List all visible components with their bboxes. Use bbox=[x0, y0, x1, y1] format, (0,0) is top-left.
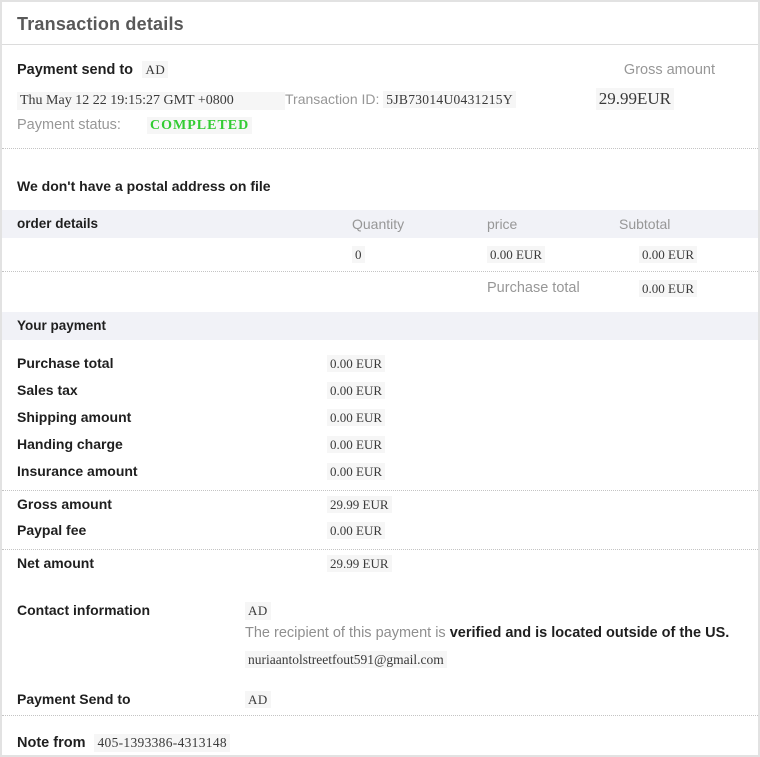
purchase-total-row bbox=[2, 272, 758, 304]
payment-row-value: 0.00 EUR bbox=[327, 522, 385, 539]
payment-row-label: Purchase total bbox=[17, 355, 114, 371]
gross-amount-label: Gross amount bbox=[623, 62, 715, 78]
your-payment-rows bbox=[2, 355, 758, 581]
payment-row-label: Gross amount bbox=[17, 496, 112, 512]
payment-row-label: Shipping amount bbox=[17, 409, 132, 425]
page-header bbox=[2, 2, 758, 45]
payment-send-to bbox=[17, 61, 168, 79]
order-table-header bbox=[2, 210, 758, 238]
col-header-order-details: order details bbox=[17, 216, 99, 231]
note-from-value: 405-1393386-4313148 bbox=[94, 734, 229, 752]
payment-row-value: 29.99 EUR bbox=[327, 496, 392, 513]
payment-row-value: 0.00 EUR bbox=[327, 382, 385, 399]
payment-send-to-section-value: AD bbox=[245, 691, 271, 708]
payment-row-value: 0.00 EUR bbox=[327, 409, 385, 426]
transaction-id-value: 5JB73014U0431215Y bbox=[383, 91, 516, 108]
order-subtotal: 0.00 EUR bbox=[639, 246, 697, 263]
your-payment-header: Your payment bbox=[2, 312, 758, 340]
payment-row-value: 0.00 EUR bbox=[327, 436, 385, 453]
payment-row-value: 0.00 EUR bbox=[327, 463, 385, 480]
payment-row-sales-tax bbox=[2, 382, 758, 409]
payment-status-label: Payment status: bbox=[17, 117, 121, 133]
contact-row bbox=[17, 602, 743, 672]
order-details-table bbox=[2, 210, 758, 304]
transaction-date: Thu May 12 22 19:15:27 GMT +0800 bbox=[17, 92, 285, 110]
transaction-id-label: Transaction ID: bbox=[285, 91, 380, 107]
payment-row-paypal-fee bbox=[2, 522, 758, 549]
note-from-label: Note from bbox=[17, 735, 86, 751]
contact-name: AD bbox=[245, 602, 271, 620]
contact-information-section bbox=[2, 602, 758, 709]
payment-row-label: Handing charge bbox=[17, 436, 123, 452]
order-price: 0.00 EUR bbox=[487, 246, 545, 263]
recipient-verification-text: The recipient of this payment is verified and is located outside of the US. bbox=[245, 625, 730, 641]
col-header-quantity: Quantity bbox=[352, 216, 405, 232]
purchase-total-label: Purchase total bbox=[487, 280, 580, 296]
payment-row-gross-amount bbox=[2, 490, 758, 522]
payment-send-to-value: AD bbox=[142, 61, 168, 78]
page-title: Transaction details bbox=[17, 14, 184, 34]
payment-row-handing-charge bbox=[2, 436, 758, 463]
payment-send-to-label: Payment send to bbox=[17, 62, 134, 78]
summary-row-status bbox=[17, 117, 743, 137]
order-table-row bbox=[2, 238, 758, 272]
payment-send-to-section bbox=[17, 691, 743, 709]
summary-row-transaction bbox=[17, 88, 743, 110]
gross-amount-value: 29.99EUR bbox=[596, 88, 674, 110]
summary-row-recipient bbox=[17, 61, 743, 81]
contact-information-label: Contact information bbox=[17, 602, 150, 618]
payment-send-to-section-label: Payment Send to bbox=[17, 691, 131, 707]
payment-status-value: COMPLETED bbox=[147, 117, 252, 134]
payment-row-value: 0.00 EUR bbox=[327, 355, 385, 372]
order-quantity: 0 bbox=[352, 246, 365, 263]
purchase-total-value: 0.00 EUR bbox=[639, 280, 697, 297]
payment-row-purchase-total bbox=[2, 355, 758, 382]
col-header-subtotal: Subtotal bbox=[619, 216, 671, 232]
payment-row-shipping-amount bbox=[2, 409, 758, 436]
contact-body bbox=[245, 602, 743, 672]
transaction-id-line bbox=[285, 91, 596, 108]
recipient-verification-bold: verified and is located outside of the US. bbox=[449, 625, 730, 641]
payment-summary bbox=[2, 45, 758, 149]
postal-address-notice: We don't have a postal address on file bbox=[17, 178, 271, 194]
payment-row-net-amount bbox=[2, 549, 758, 581]
note-section bbox=[2, 716, 758, 752]
payment-row-insurance-amount bbox=[2, 463, 758, 490]
payment-row-label: Insurance amount bbox=[17, 463, 138, 479]
col-header-price: price bbox=[487, 216, 518, 232]
payment-row-label: Net amount bbox=[17, 555, 94, 571]
payment-row-label: Sales tax bbox=[17, 382, 78, 398]
payment-row-label: Paypal fee bbox=[17, 522, 87, 538]
payment-row-value: 29.99 EUR bbox=[327, 555, 392, 572]
contact-email: nuriaantolstreetfout591@gmail.com bbox=[245, 652, 743, 672]
